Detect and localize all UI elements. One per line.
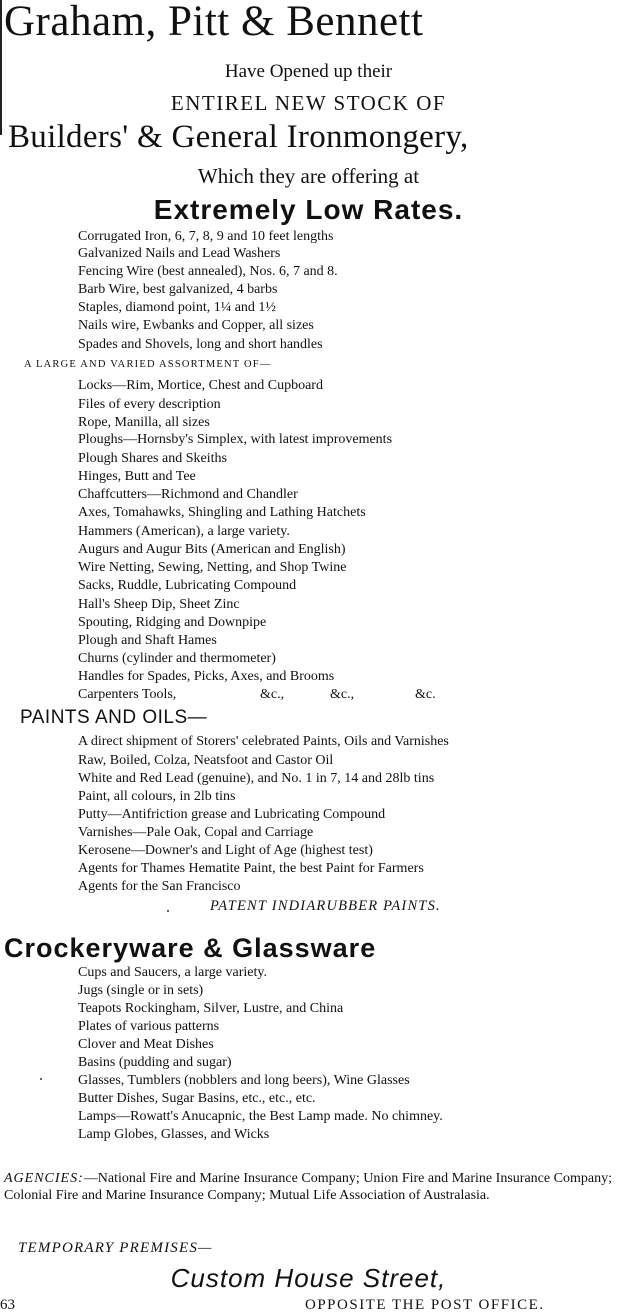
ink-dot xyxy=(40,1078,42,1080)
etc-mark: &c., xyxy=(260,687,285,702)
agencies-paragraph xyxy=(4,1170,612,1204)
patent-paints-line: PATENT INDIARUBBER PAINTS. xyxy=(210,898,441,914)
ink-dot xyxy=(167,910,169,912)
list-item: Ploughs—Hornsby's Simplex, with latest improvements xyxy=(78,432,393,447)
opposite-post-office: OPPOSITE THE POST OFFICE. xyxy=(305,1297,545,1313)
list-item: Rope, Manilla, all sizes xyxy=(78,415,210,430)
agencies-text: —National Fire and Marine Insurance Company; Union Fire and Marine Insurance Company; Colonial Fire and Marine Insurance Company; Mutual Life Association of Australasia. xyxy=(4,1171,612,1203)
list-item: Butter Dishes, Sugar Basins, etc., etc., etc. xyxy=(78,1091,316,1106)
list-item: Fencing Wire (best annealed), Nos. 6, 7 and 8. xyxy=(78,264,338,279)
carpenters-tools-label: Carpenters Tools, xyxy=(78,687,177,702)
etc-mark: &c. xyxy=(415,687,436,702)
list-item: Chaffcutters—Richmond and Chandler xyxy=(78,487,298,502)
list-item: Glasses, Tumblers (nobblers and long beers), Wine Glasses xyxy=(78,1073,410,1088)
list-item: Plates of various patterns xyxy=(78,1019,220,1034)
list-item: Plough Shares and Skeiths xyxy=(78,451,227,466)
list-item: Plough and Shaft Hames xyxy=(78,633,217,648)
crockery-heading: Crockeryware & Glassware xyxy=(4,933,377,963)
list-item: Files of every description xyxy=(78,397,221,412)
list-item: Hinges, Butt and Tee xyxy=(78,469,196,484)
list-item: Lamps—Rowatt's Anucapnic, the Best Lamp made. No chimney. xyxy=(78,1109,443,1124)
assortment-heading: A LARGE AND VARIED ASSORTMENT OF— xyxy=(24,359,272,370)
paints-heading: PAINTS AND OILS— xyxy=(20,707,208,728)
list-item: Wire Netting, Sewing, Netting, and Shop Twine xyxy=(78,560,347,575)
list-item: Hammers (American), a large variety. xyxy=(78,524,290,539)
list-item: White and Red Lead (genuine), and No. 1 in 7, 14 and 28lb tins xyxy=(78,771,435,786)
firm-name: Graham, Pitt & Bennett xyxy=(4,0,424,45)
header-line-offering: Which they are offering at xyxy=(197,164,420,188)
temporary-premises: TEMPORARY PREMISES— xyxy=(18,1240,213,1256)
list-item: A direct shipment of Storers' celebrated Paints, Oils and Varnishes xyxy=(78,734,449,749)
header-builders-title: Builders' & General Ironmongery, xyxy=(8,119,469,155)
list-item: Locks—Rim, Mortice, Chest and Cupboard xyxy=(78,378,323,393)
list-item: Kerosene—Downer's and Light of Age (highest test) xyxy=(78,843,373,858)
list-item: Axes, Tomahawks, Shingling and Lathing Hatchets xyxy=(78,505,366,520)
list-item: Lamp Globes, Glasses, and Wicks xyxy=(78,1127,270,1142)
list-item: Agents for Thames Hematite Paint, the best Paint for Farmers xyxy=(78,861,424,876)
list-item: Churns (cylinder and thermometer) xyxy=(78,651,276,666)
list-item: Spades and Shovels, long and short handles xyxy=(78,337,323,352)
list-item: Corrugated Iron, 6, 7, 8, 9 and 10 feet lengths xyxy=(78,229,334,244)
list-item: Jugs (single or in sets) xyxy=(78,983,204,998)
list-item: Clover and Meat Dishes xyxy=(78,1037,214,1052)
list-item: Agents for the San Francisco xyxy=(78,879,241,894)
header-line-new-stock: ENTIREL NEW STOCK OF xyxy=(170,91,447,115)
list-item: Nails wire, Ewbanks and Copper, all sizes xyxy=(78,318,314,333)
list-item: Paint, all colours, in 2lb tins xyxy=(78,789,236,804)
header-line-opened: Have Opened up their xyxy=(224,61,393,82)
list-item: Galvanized Nails and Lead Washers xyxy=(78,246,281,261)
list-item: Basins (pudding and sugar) xyxy=(78,1055,232,1070)
agencies-lead: AGENCIES: xyxy=(4,1171,84,1186)
list-item: Barb Wire, best galvanized, 4 barbs xyxy=(78,282,278,297)
list-item: Sacks, Ruddle, Lubricating Compound xyxy=(78,578,297,593)
list-item: Augurs and Augur Bits (American and English) xyxy=(78,542,346,557)
list-item: Spouting, Ridging and Downpipe xyxy=(78,615,267,630)
list-item: Staples, diamond point, 1¼ and 1½ xyxy=(78,300,276,315)
page-number: 63 xyxy=(0,1297,15,1313)
list-item: Teapots Rockingham, Silver, Lustre, and China xyxy=(78,1001,344,1016)
custom-house-street: Custom House Street, xyxy=(170,1263,447,1293)
list-item: Hall's Sheep Dip, Sheet Zinc xyxy=(78,597,240,612)
list-item: Handles for Spades, Picks, Axes, and Brooms xyxy=(78,669,335,684)
etc-mark: &c., xyxy=(330,687,355,702)
header-extremely-low-rates: Extremely Low Rates. xyxy=(153,194,464,225)
list-item: Varnishes—Pale Oak, Copal and Carriage xyxy=(78,825,314,840)
list-item: Raw, Boiled, Colza, Neatsfoot and Castor Oil xyxy=(78,753,334,768)
list-item: Putty—Antifriction grease and Lubricating Compound xyxy=(78,807,386,822)
list-item: Cups and Saucers, a large variety. xyxy=(78,965,267,980)
